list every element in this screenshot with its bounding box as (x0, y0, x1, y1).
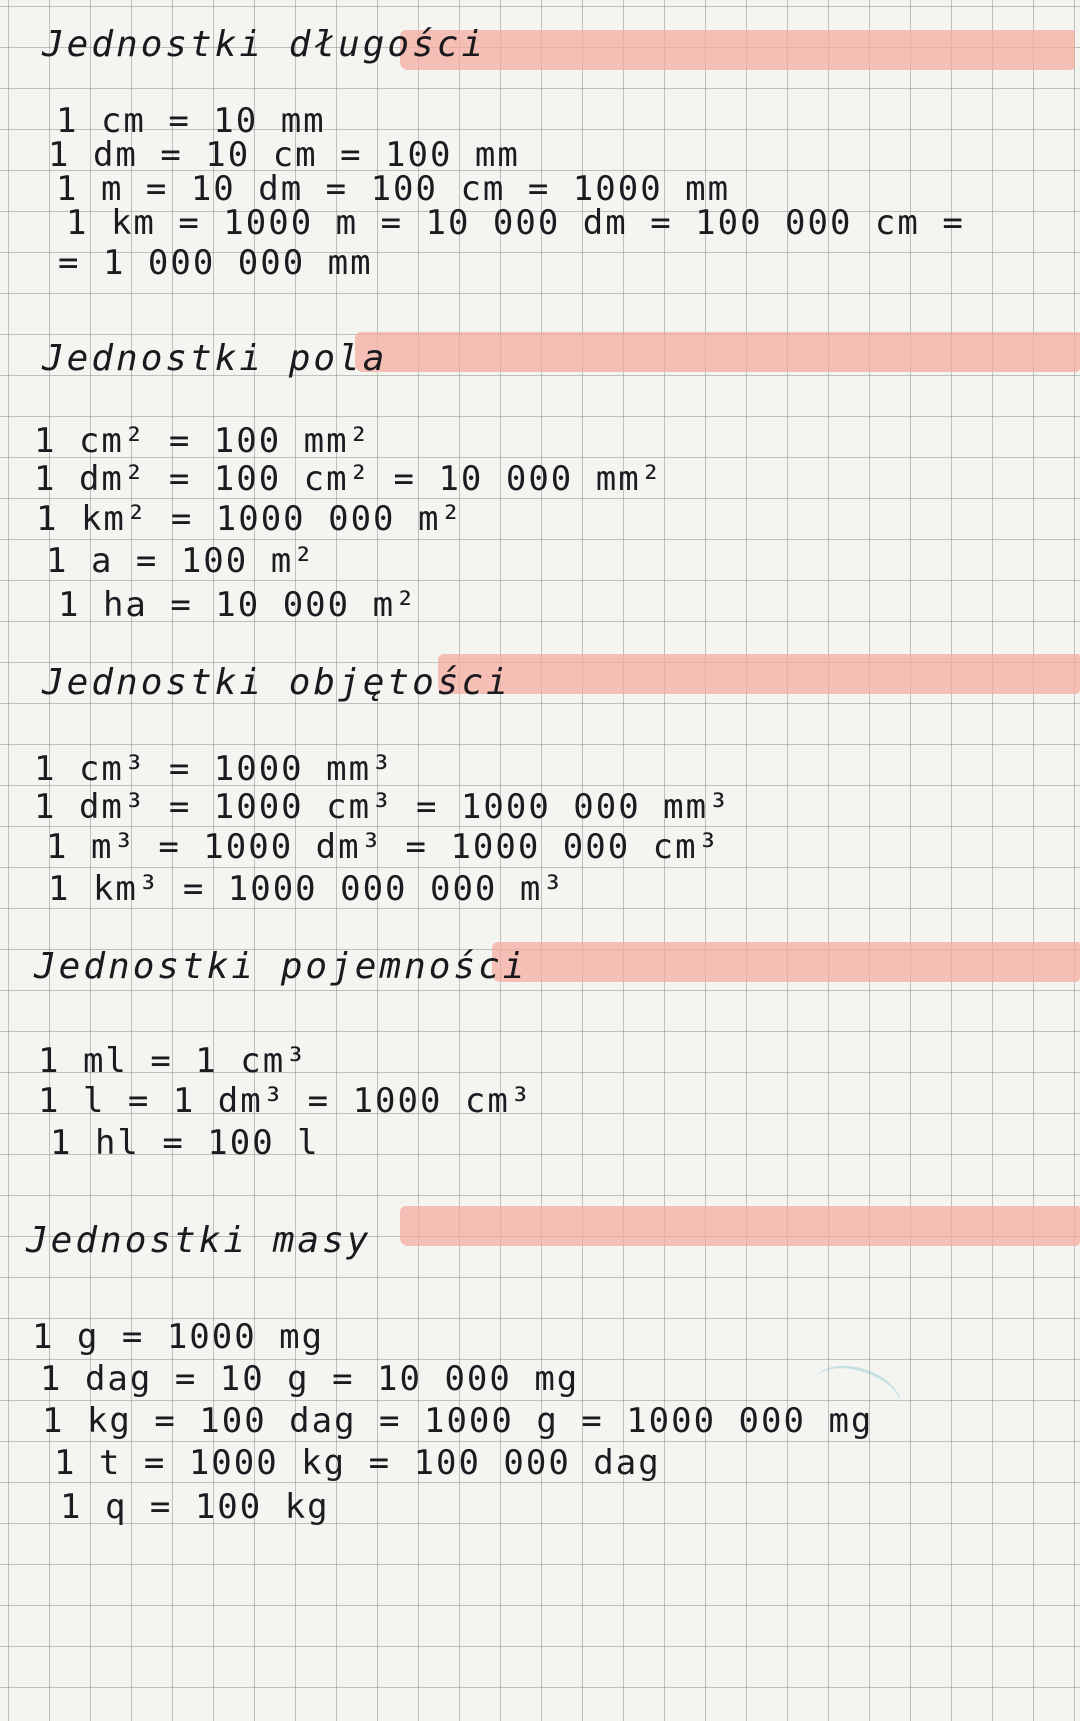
equation-line: 1 l = 1 dm³ = 1000 cm³ (38, 1081, 533, 1121)
equation-line: 1 g = 1000 mg (32, 1317, 325, 1357)
heading-highlight (400, 1206, 1080, 1246)
section-title: Jednostki objętości (42, 662, 511, 703)
equation-line: 1 dm = 10 cm = 100 mm (48, 135, 520, 175)
section-heading-row (0, 320, 1080, 390)
section-title: Jednostki pola (42, 338, 388, 379)
section-heading-row (0, 938, 1080, 1008)
section-title: Jednostki pojemności (34, 946, 528, 987)
equation-line: 1 ha = 10 000 m² (58, 585, 418, 625)
heading-highlight (492, 942, 1080, 982)
equation-line: 1 cm² = 100 mm² (34, 421, 372, 461)
equation-line: 1 hl = 100 l (50, 1123, 320, 1163)
section-title: Jednostki masy (26, 1220, 372, 1261)
equation-line: 1 km³ = 1000 000 000 m³ (48, 869, 565, 909)
equation-list (28, 1314, 873, 1530)
equation-line: 1 q = 100 kg (60, 1487, 330, 1527)
equation-line: = 1 000 000 mm (58, 243, 373, 283)
equation-line: 1 dm³ = 1000 cm³ = 1000 000 mm³ (34, 787, 731, 827)
section-capacity-units (0, 938, 1080, 1163)
equation-line: 1 kg = 100 dag = 1000 g = 1000 000 mg (42, 1401, 874, 1441)
equation-list (48, 98, 965, 286)
equation-line: 1 km = 1000 m = 10 000 dm = 100 000 cm = (66, 203, 965, 243)
equation-line: 1 dm² = 100 cm² = 10 000 mm² (34, 459, 664, 499)
section-volume-units (0, 650, 1080, 909)
section-area-units (0, 320, 1080, 625)
heading-highlight (400, 30, 1075, 70)
section-heading-row (0, 650, 1080, 720)
section-title: Jednostki długości (42, 24, 487, 65)
equation-line: 1 cm³ = 1000 mm³ (34, 749, 394, 789)
equation-line: 1 cm = 10 mm (56, 101, 326, 141)
section-heading-row (0, 1198, 1080, 1268)
section-length-units (0, 10, 1080, 283)
heading-highlight (438, 654, 1080, 694)
equation-list (38, 1038, 532, 1166)
equation-list (34, 418, 663, 628)
heading-highlight (355, 332, 1080, 372)
equation-line: 1 m = 10 dm = 100 cm = 1000 mm (56, 169, 731, 209)
section-heading-row (0, 10, 1080, 80)
equation-list (34, 746, 731, 912)
section-mass-units (0, 1198, 1080, 1527)
equation-line: 1 a = 100 m² (46, 541, 316, 581)
equation-line: 1 ml = 1 cm³ (38, 1041, 308, 1081)
equation-line: 1 km² = 1000 000 m² (36, 499, 463, 539)
equation-line: 1 dag = 10 g = 10 000 mg (40, 1359, 580, 1399)
equation-line: 1 m³ = 1000 dm³ = 1000 000 cm³ (46, 827, 721, 867)
equation-line: 1 t = 1000 kg = 100 000 dag (54, 1443, 661, 1483)
